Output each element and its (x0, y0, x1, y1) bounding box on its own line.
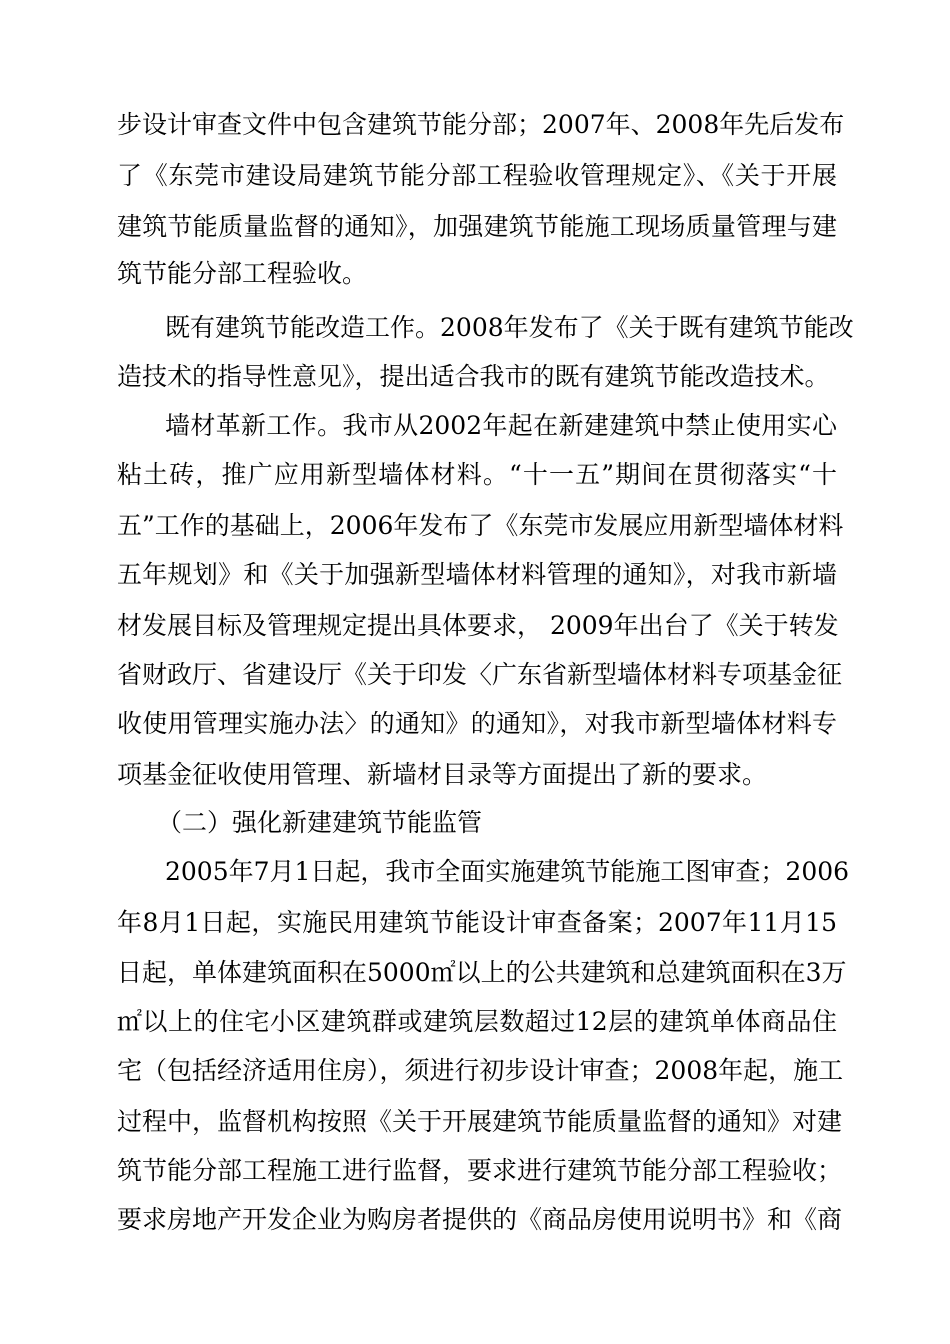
text-line: 筑节能分部工程施工进行监督，要求进行建筑节能分部工程验收； (117, 1156, 843, 1185)
text-line: 年8月1日起，实施民用建筑节能设计审查备案；2007年11月15 (117, 908, 837, 937)
text-line: 宅（包括经济适用住房），须进行初步设计审查；2008年起，施工 (117, 1056, 844, 1085)
text-line: 筑节能分部工程验收。 (117, 259, 368, 288)
text-line: 粘土砖，推广应用新型墙体材料。“十一五”期间在贯彻落实“十 (117, 460, 837, 489)
text-line: 建筑节能质量监督的通知》，加强建筑节能施工现场质量管理与建 (117, 212, 837, 241)
text-line: 了《东莞市建设局建筑节能分部工程验收管理规定》、《关于开展 (117, 161, 837, 190)
text-line: 墙材革新工作。我市从2002年起在新建建筑中禁止使用实心 (165, 411, 837, 440)
text-line: 2005年7月1日起，我市全面实施建筑节能施工图审查；2006 (165, 857, 850, 886)
text-line: 项基金征收使用管理、新墙材目录等方面提出了新的要求。 (117, 760, 768, 789)
text-line: 步设计审查文件中包含建筑节能分部；2007年、2008年先后发布 (117, 110, 845, 139)
text-line: 过程中，监督机构按照《关于开展建筑节能质量监督的通知》对建 (117, 1107, 843, 1136)
text-line: 要求房地产开发企业为购房者提供的《商品房使用说明书》和《商 (117, 1205, 843, 1234)
text-line: 既有建筑节能改造工作。2008年发布了《关于既有建筑节能改 (165, 313, 854, 342)
text-line: 五”工作的基础上，2006年发布了《东莞市发展应用新型墙体材料 (117, 511, 844, 540)
text-line: 五年规划》和《关于加强新型墙体材料管理的通知》，对我市新墙 (117, 560, 837, 589)
text-line: 省财政厅、省建设厅《关于印发〈广东省新型墙体材料专项基金征 (117, 660, 843, 689)
section-heading: （二）强化新建建筑节能监管 (157, 808, 483, 837)
text-line: 收使用管理实施办法〉的通知》的通知》，对我市新型墙体材料专 (117, 709, 837, 738)
text-line: 材发展目标及管理规定提出具体要求， 2009年出台了《关于转发 (117, 611, 839, 640)
text-line: ㎡以上的住宅小区建筑群或建筑层数超过12层的建筑单体商品住 (117, 1007, 837, 1036)
text-line: 日起，单体建筑面积在5000㎡以上的公共建筑和总建筑面积在3万 (117, 958, 847, 987)
text-line: 造技术的指导性意见》，提出适合我市的既有建筑节能改造技术。 (117, 362, 830, 391)
